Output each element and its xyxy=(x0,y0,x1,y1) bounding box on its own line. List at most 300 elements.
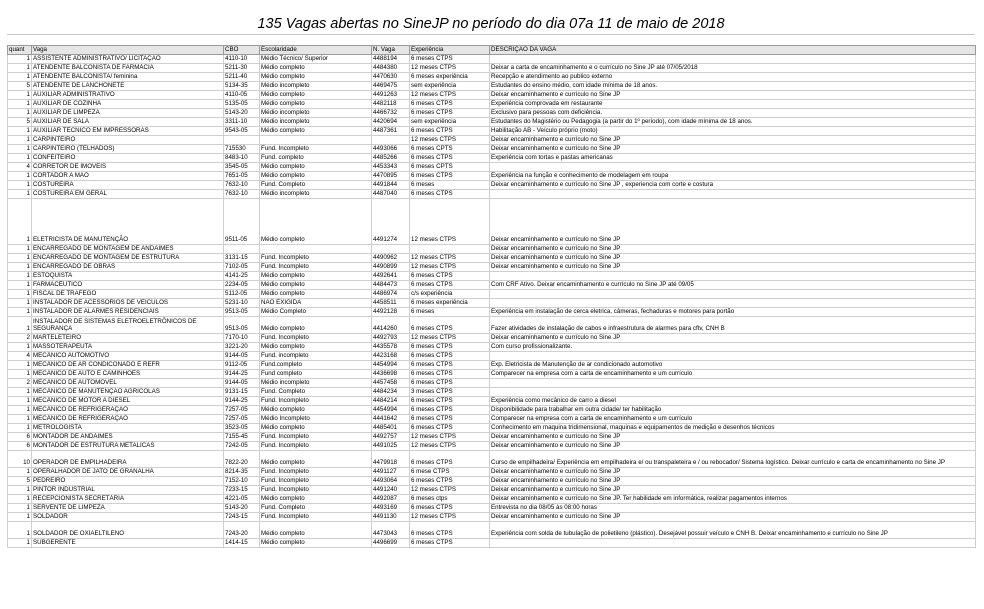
cell-experiencia: 3 meses CTPS xyxy=(410,388,490,397)
cell-cbo: 7155-45 xyxy=(224,433,260,442)
table-row xyxy=(8,424,976,433)
table-row xyxy=(8,199,976,245)
cell-quant: 1 xyxy=(8,308,32,317)
cell-vaga: AUXILIAR TÉCNICO EM IMPRESSORAS xyxy=(32,127,224,136)
cell-cbo: 5135-05 xyxy=(224,100,260,109)
cell-n-vaga: 4485266 xyxy=(372,154,410,163)
cell-vaga: PINTOR INDUSTRIAL xyxy=(32,486,224,495)
cell-cbo: 9144-25 xyxy=(224,370,260,379)
cell-experiencia: 6 meses CTPS xyxy=(410,379,490,388)
table-row xyxy=(8,109,976,118)
cell-n-vaga: 4469475 xyxy=(372,82,410,91)
cell-vaga: AUXILIAR DE SALA xyxy=(32,118,224,127)
cell-vaga: CARPINTEIRO (TELHADOS) xyxy=(32,145,224,154)
cell-n-vaga: 4435578 xyxy=(372,343,410,352)
cell-cbo: 5143-20 xyxy=(224,109,260,118)
table-row xyxy=(8,154,976,163)
cell-cbo: 8483-10 xyxy=(224,154,260,163)
cell-escolaridade: Médio Técnico/ Superior xyxy=(260,55,372,64)
cell-descricao: Comparecer na empresa com a carta de encaminhamento e um currículo xyxy=(490,370,976,379)
header-escolaridade: Escolaridade xyxy=(260,46,372,55)
cell-vaga: ATENDENTE BALCONISTA DE FARMÁCIA xyxy=(32,64,224,73)
cell-descricao xyxy=(490,190,976,199)
cell-quant: 1 xyxy=(8,272,32,281)
cell-n-vaga: 4491240 xyxy=(372,486,410,495)
table-row xyxy=(8,504,976,513)
table-body xyxy=(8,55,976,548)
cell-escolaridade: Fund. Incompleto xyxy=(260,254,372,263)
table-row xyxy=(8,406,976,415)
cell-descricao: Recepção e atendimento ao publico externo xyxy=(490,73,976,82)
cell-n-vaga: 4454994 xyxy=(372,361,410,370)
cell-n-vaga: 4487361 xyxy=(372,127,410,136)
cell-experiencia: 6 meses CTPS xyxy=(410,352,490,361)
cell-escolaridade: Médio incompleto xyxy=(260,379,372,388)
cell-vaga: PEDREIRO xyxy=(32,477,224,486)
cell-experiencia: 6 meses CTPS xyxy=(410,100,490,109)
cell-escolaridade: Fund. Incompleto xyxy=(260,397,372,406)
cell-quant: 1 xyxy=(8,468,32,477)
cell-experiencia: 12 meses CTPS xyxy=(410,136,490,145)
cell-descricao xyxy=(490,290,976,299)
cell-cbo xyxy=(224,136,260,145)
cell-cbo: 5211-40 xyxy=(224,73,260,82)
cell-escolaridade: Médio completo xyxy=(260,539,372,548)
cell-cbo: 4141-25 xyxy=(224,272,260,281)
cell-experiencia: 6 meses CTPS xyxy=(410,504,490,513)
cell-n-vaga: 4457458 xyxy=(372,379,410,388)
cell-vaga: ENCARREGADO DE OBRAS xyxy=(32,263,224,272)
cell-vaga: MONTADOR DE ANDAIMES xyxy=(32,433,224,442)
cell-experiencia: 6 meses CTPS xyxy=(410,154,490,163)
table-row xyxy=(8,370,976,379)
cell-quant: 1 xyxy=(8,100,32,109)
table-row xyxy=(8,334,976,343)
cell-experiencia: 6 meses CTPS xyxy=(410,361,490,370)
table-row xyxy=(8,272,976,281)
cell-experiencia: 12 meses CTPS xyxy=(410,442,490,451)
cell-descricao: Exclusivo para pessoas com deficiência. xyxy=(490,109,976,118)
cell-n-vaga: 4487040 xyxy=(372,190,410,199)
cell-quant: 1 xyxy=(8,522,32,539)
cell-cbo: 7243-15 xyxy=(224,513,260,522)
cell-experiencia: 6 meses CTPS xyxy=(410,272,490,281)
cell-experiencia: 12 meses CTPS xyxy=(410,334,490,343)
cell-quant: 5 xyxy=(8,477,32,486)
cell-experiencia: 6 meses CTPS xyxy=(410,172,490,181)
cell-escolaridade: Médio completo xyxy=(260,424,372,433)
cell-descricao: Estudantes do ensino médio, com idade mínima de 18 anos. xyxy=(490,82,976,91)
table-row xyxy=(8,290,976,299)
cell-n-vaga: 4453343 xyxy=(372,163,410,172)
cell-descricao: Estudantes do Magistério ou Pedagogia (a partir do 1º período), com idade mínima de 18 anos. xyxy=(490,118,976,127)
cell-experiencia: 6 meses experiência xyxy=(410,73,490,82)
table-row xyxy=(8,263,976,272)
cell-descricao: Deixar encaminhamento e currículo no Sine JP xyxy=(490,245,976,254)
cell-experiencia: sem experiência xyxy=(410,118,490,127)
cell-n-vaga: 4485401 xyxy=(372,424,410,433)
cell-escolaridade: Fund. Incompleto xyxy=(260,442,372,451)
cell-n-vaga: 4493064 xyxy=(372,477,410,486)
cell-experiencia: sem experiência xyxy=(410,82,490,91)
cell-vaga: FARMACÊUTICO xyxy=(32,281,224,290)
blank-row xyxy=(7,34,975,42)
cell-vaga: ENCARREGADO DE MONTAGEM DE ESTRUTURA xyxy=(32,254,224,263)
cell-n-vaga: 4484473 xyxy=(372,281,410,290)
cell-quant: 1 xyxy=(8,299,32,308)
cell-experiencia: 12 meses CTPS xyxy=(410,433,490,442)
cell-escolaridade: Fund. completo xyxy=(260,154,372,163)
cell-vaga: CORRETOR DE IMOVEIS xyxy=(32,163,224,172)
cell-n-vaga: 4491127 xyxy=(372,468,410,477)
cell-n-vaga: 4493169 xyxy=(372,504,410,513)
table-row xyxy=(8,82,976,91)
cell-quant: 1 xyxy=(8,388,32,397)
cell-experiencia: 6 meses CTPS xyxy=(410,317,490,334)
cell-n-vaga: 4492128 xyxy=(372,308,410,317)
cell-experiencia: 6 meses CTPS xyxy=(410,190,490,199)
table-row xyxy=(8,172,976,181)
cell-cbo: 7233-15 xyxy=(224,486,260,495)
cell-n-vaga: 4470630 xyxy=(372,73,410,82)
cell-quant: 1 xyxy=(8,109,32,118)
cell-descricao: Experiência na função e conhecimento de modelagem em roupa xyxy=(490,172,976,181)
cell-quant: 2 xyxy=(8,334,32,343)
table-row xyxy=(8,145,976,154)
cell-cbo: 4221-05 xyxy=(224,495,260,504)
cell-n-vaga: 4482118 xyxy=(372,100,410,109)
cell-descricao xyxy=(490,352,976,361)
cell-quant: 1 xyxy=(8,190,32,199)
cell-escolaridade: Médio completo xyxy=(260,163,372,172)
table-row xyxy=(8,397,976,406)
cell-n-vaga: 4414260 xyxy=(372,317,410,334)
cell-quant: 5 xyxy=(8,118,32,127)
cell-descricao: Deixar encaminhamento e currículo no Sine JP xyxy=(490,513,976,522)
cell-escolaridade: Médio completo xyxy=(260,127,372,136)
cell-cbo: 9543-05 xyxy=(224,127,260,136)
cell-cbo: 9131-15 xyxy=(224,388,260,397)
cell-quant: 1 xyxy=(8,145,32,154)
cell-descricao xyxy=(490,55,976,64)
cell-quant: 1 xyxy=(8,127,32,136)
cell-descricao: Experiência com tortas e pastas americanas xyxy=(490,154,976,163)
cell-cbo: 3545-05 xyxy=(224,163,260,172)
cell-escolaridade: Médio Incompleto xyxy=(260,415,372,424)
cell-cbo: 7632-10 xyxy=(224,181,260,190)
cell-n-vaga: 4486974 xyxy=(372,290,410,299)
cell-experiencia: 6 mese CTPS xyxy=(410,468,490,477)
table-row xyxy=(8,245,976,254)
cell-n-vaga: 4484234 xyxy=(372,388,410,397)
cell-quant: 1 xyxy=(8,370,32,379)
cell-descricao: Deixar encaminhamento e currículo no Sine JP , experiencia com corte e costura xyxy=(490,181,976,190)
cell-n-vaga: 4491025 xyxy=(372,442,410,451)
cell-experiencia: 6 meses CPTS xyxy=(410,145,490,154)
table-row xyxy=(8,495,976,504)
cell-cbo: 9144-25 xyxy=(224,397,260,406)
cell-experiencia: 12 meses CTPS xyxy=(410,199,490,245)
cell-vaga: AUXILIAR DE COZINHA xyxy=(32,100,224,109)
cell-n-vaga: 4454994 xyxy=(372,406,410,415)
cell-escolaridade: Médio completo xyxy=(260,91,372,100)
cell-n-vaga: 4491263 xyxy=(372,91,410,100)
table-row xyxy=(8,127,976,136)
cell-escolaridade: Fund. incompleto xyxy=(260,352,372,361)
table-row xyxy=(8,451,976,468)
cell-quant: 1 xyxy=(8,290,32,299)
cell-cbo: 7651-05 xyxy=(224,172,260,181)
cell-cbo: 9144-05 xyxy=(224,352,260,361)
cell-descricao: Exp. Eletricista de Manutenção de ar condicionado automotivo xyxy=(490,361,976,370)
cell-descricao: Deixar encaminhamento e currículo no Sine JP. Ter habilidade em informática, realizar pagamentos internos xyxy=(490,495,976,504)
cell-cbo: 7632-10 xyxy=(224,190,260,199)
cell-escolaridade: Médio completo xyxy=(260,343,372,352)
cell-descricao: Deixar encaminhamento e currículo no Sine JP xyxy=(490,442,976,451)
page-title: 135 Vagas abertas no SineJP no período do dia 07a 11 de maio de 2018 xyxy=(257,16,725,32)
cell-vaga: MASSOTERAPEUTA xyxy=(32,343,224,352)
cell-descricao: Deixar encaminhamento e currículo no Sine JP xyxy=(490,334,976,343)
cell-n-vaga xyxy=(372,136,410,145)
cell-cbo: 5211-30 xyxy=(224,64,260,73)
cell-descricao: Habilitação AB - Veículo próprio (moto) xyxy=(490,127,976,136)
cell-experiencia: 6 meses experiência xyxy=(410,299,490,308)
cell-experiencia: 6 meses CTPS xyxy=(410,415,490,424)
cell-cbo: 7152-10 xyxy=(224,477,260,486)
header-vaga: Vaga xyxy=(32,46,224,55)
cell-vaga: SUBGERENTE xyxy=(32,539,224,548)
cell-vaga: METROLOGISTA xyxy=(32,424,224,433)
table-row xyxy=(8,477,976,486)
cell-experiencia: 6 meses CTPS xyxy=(410,109,490,118)
cell-experiencia: 12 meses CTPS xyxy=(410,486,490,495)
cell-experiencia: 6 meses CTPS xyxy=(410,281,490,290)
cell-n-vaga: 4488194 xyxy=(372,55,410,64)
table-row xyxy=(8,73,976,82)
cell-descricao xyxy=(490,163,976,172)
cell-quant: 1 xyxy=(8,154,32,163)
table-row xyxy=(8,433,976,442)
cell-vaga: INSTALADOR DE SISTEMAS ELETROELETRÔNICOS DE SEGURANÇA xyxy=(32,317,224,334)
cell-n-vaga: 4420694 xyxy=(372,118,410,127)
table-row xyxy=(8,539,976,548)
cell-experiencia: 6 meses CTPS xyxy=(410,424,490,433)
cell-descricao: Deixar encaminhamento e currículo no Sine JP xyxy=(490,254,976,263)
cell-vaga: ATENDENTE DE LANCHONETE xyxy=(32,82,224,91)
cell-experiencia: 12 meses CTPS xyxy=(410,263,490,272)
cell-escolaridade: Médio completo xyxy=(260,100,372,109)
cell-descricao xyxy=(490,539,976,548)
cell-n-vaga: 4492087 xyxy=(372,495,410,504)
cell-quant: 1 xyxy=(8,343,32,352)
table-row xyxy=(8,254,976,263)
cell-descricao: Deixar encaminhamento e currículo no Sine JP xyxy=(490,433,976,442)
table-row xyxy=(8,361,976,370)
cell-escolaridade: Fund. Completo xyxy=(260,504,372,513)
cell-escolaridade: Fund. Incompleto xyxy=(260,486,372,495)
cell-cbo: 9513-05 xyxy=(224,317,260,334)
cell-n-vaga: 4470895 xyxy=(372,172,410,181)
cell-quant: 1 xyxy=(8,263,32,272)
cell-descricao xyxy=(490,272,976,281)
cell-experiencia: 12 meses CTPS xyxy=(410,91,490,100)
cell-quant: 1 xyxy=(8,254,32,263)
cell-descricao: Experiência em instalação de cerca eletrica, câmeras, fechaduras e motores para portão xyxy=(490,308,976,317)
cell-cbo: 1414-15 xyxy=(224,539,260,548)
cell-descricao: Deixar encaminhamento e currículo no Sine JP xyxy=(490,468,976,477)
cell-vaga: MECÂNICO DE AUTOMÓVEL xyxy=(32,379,224,388)
cell-n-vaga: 4473043 xyxy=(372,522,410,539)
cell-n-vaga: 4491130 xyxy=(372,513,410,522)
cell-n-vaga: 4490899 xyxy=(372,263,410,272)
cell-vaga: COSTUREIRA EM GERAL xyxy=(32,190,224,199)
cell-vaga: MECÂNICO DE AR CONDICONADO E REFR xyxy=(32,361,224,370)
cell-cbo: 3221-20 xyxy=(224,343,260,352)
cell-vaga: SERVENTE DE LIMPEZA xyxy=(32,504,224,513)
table-row xyxy=(8,468,976,477)
cell-escolaridade: Médio incompleto xyxy=(260,118,372,127)
cell-cbo: 7257-05 xyxy=(224,415,260,424)
header-row xyxy=(8,46,976,55)
table-row xyxy=(8,136,976,145)
cell-quant: 1 xyxy=(8,397,32,406)
cell-vaga: MECANICO DE AUTO E CAMINHÕES xyxy=(32,370,224,379)
cell-n-vaga: 4479918 xyxy=(372,451,410,468)
cell-experiencia: 6 meses CTPS xyxy=(410,127,490,136)
table-row xyxy=(8,522,976,539)
cell-vaga: CONFEITEIRO xyxy=(32,154,224,163)
cell-n-vaga: 4484380 xyxy=(372,64,410,73)
cell-descricao: Experiência como mecânico de carro a diesel xyxy=(490,397,976,406)
cell-vaga: INSTALADOR DE ALARMES RESIDENCIAIS xyxy=(32,308,224,317)
cell-n-vaga: 4491844 xyxy=(372,181,410,190)
cell-escolaridade: Médio incompleto xyxy=(260,82,372,91)
cell-cbo: 2234-05 xyxy=(224,281,260,290)
cell-escolaridade: Fund. Incompleto xyxy=(260,477,372,486)
cell-experiencia: 12 meses CTPS xyxy=(410,64,490,73)
cell-escolaridade: Médio completo xyxy=(260,495,372,504)
cell-vaga: ESTOQUISTA xyxy=(32,272,224,281)
cell-vaga: ENCARREGADO DE MONTAGEM DE ANDAIMES xyxy=(32,245,224,254)
cell-quant: 1 xyxy=(8,181,32,190)
cell-n-vaga: 4492641 xyxy=(372,272,410,281)
cell-descricao: Deixar encaminhamento e currículo no Sine JP xyxy=(490,263,976,272)
cell-escolaridade: Fund. Incompleto xyxy=(260,263,372,272)
cell-n-vaga: 4466732 xyxy=(372,109,410,118)
cell-vaga: AUXILIAR DE LIMPEZA xyxy=(32,109,224,118)
cell-n-vaga: 4492757 xyxy=(372,433,410,442)
cell-escolaridade: Médio completo xyxy=(260,199,372,245)
cell-descricao: Deixar encaminhamento e currículo no Sine JP xyxy=(490,145,976,154)
cell-escolaridade: Fund. Completo xyxy=(260,181,372,190)
cell-vaga: MECÂNICO DE MANUTENÇÃO AGRICOLAS xyxy=(32,388,224,397)
header-quant: quant xyxy=(8,46,32,55)
cell-cbo: 4110-10 xyxy=(224,55,260,64)
cell-escolaridade: Médio completo xyxy=(260,281,372,290)
cell-cbo: 715530 xyxy=(224,145,260,154)
cell-quant: 10 xyxy=(8,451,32,468)
cell-experiencia: 6 meses ctps xyxy=(410,495,490,504)
cell-quant: 1 xyxy=(8,73,32,82)
cell-n-vaga: 4496699 xyxy=(372,539,410,548)
header-descricao: DESCRIÇÃO DA VAGA xyxy=(490,46,976,55)
cell-cbo: 3523-05 xyxy=(224,424,260,433)
cell-quant: 1 xyxy=(8,136,32,145)
cell-n-vaga: 4492793 xyxy=(372,334,410,343)
cell-escolaridade: Médio completo xyxy=(260,73,372,82)
cell-quant: 1 xyxy=(8,91,32,100)
cell-escolaridade: Fund.completo xyxy=(260,361,372,370)
table-row xyxy=(8,163,976,172)
cell-vaga: OPERALHADOR DE JATO DE GRANALHA xyxy=(32,468,224,477)
cell-descricao: Experiência com solda de tubulação de polietileno (plástico). Desejável possuir veículo e CNH B. Deixar encaminhamento e currículo no Sine JP xyxy=(490,522,976,539)
cell-escolaridade: Fund. Incompleto xyxy=(260,334,372,343)
table-row xyxy=(8,100,976,109)
cell-vaga: ASSISTENTE ADMINISTRATIVO/ LICITAÇÃO xyxy=(32,55,224,64)
table-row xyxy=(8,352,976,361)
cell-cbo: 9513-05 xyxy=(224,308,260,317)
cell-vaga: MECÂNICO DE REFRIGERAÇÃO xyxy=(32,415,224,424)
cell-n-vaga: 4441642 xyxy=(372,415,410,424)
header-n-vaga: N. Vaga xyxy=(372,46,410,55)
cell-descricao: Deixar encaminhamento e currículo no Sine JP xyxy=(490,91,976,100)
header-cbo: CBO xyxy=(224,46,260,55)
cell-cbo: 3311-10 xyxy=(224,118,260,127)
cell-experiencia: 6 meses CTPS xyxy=(410,477,490,486)
cell-vaga: RECEPCIONISTA SECRETÁRIA xyxy=(32,495,224,504)
cell-experiencia: 12 meses CTPS xyxy=(410,513,490,522)
cell-escolaridade: Fund. Incompleto xyxy=(260,433,372,442)
cell-n-vaga: 4491274 xyxy=(372,199,410,245)
cell-n-vaga xyxy=(372,245,410,254)
cell-quant: 1 xyxy=(8,55,32,64)
cell-descricao xyxy=(490,379,976,388)
cell-quant: 6 xyxy=(8,442,32,451)
cell-experiencia: 6 meses CTPS xyxy=(410,397,490,406)
cell-descricao: Disponibilidade para trabalhar em outra cidade/ ter habilitação xyxy=(490,406,976,415)
cell-vaga: COSTUREIRA xyxy=(32,181,224,190)
cell-quant: 1 xyxy=(8,539,32,548)
table-row xyxy=(8,55,976,64)
cell-cbo: 7242-05 xyxy=(224,442,260,451)
cell-experiencia: 6 meses CTPS xyxy=(410,539,490,548)
cell-quant: 1 xyxy=(8,245,32,254)
cell-quant: 2 xyxy=(8,379,32,388)
table-row xyxy=(8,190,976,199)
cell-cbo: 7170-10 xyxy=(224,334,260,343)
table-row xyxy=(8,343,976,352)
cell-cbo: 8214-35 xyxy=(224,468,260,477)
cell-experiencia: 6 meses CTPS xyxy=(410,522,490,539)
cell-vaga: OPERADOR DE EMPILHADEIRA xyxy=(32,451,224,468)
cell-n-vaga: 4484214 xyxy=(372,397,410,406)
cell-escolaridade: Fund. Incompleto xyxy=(260,468,372,477)
cell-experiencia: 6 meses CPTS xyxy=(410,163,490,172)
table-row xyxy=(8,513,976,522)
cell-n-vaga: 4423168 xyxy=(372,352,410,361)
cell-descricao xyxy=(490,299,976,308)
cell-experiencia: 6 meses xyxy=(410,181,490,190)
cell-vaga: MECÂNICO DE REFRIGERAÇÃO xyxy=(32,406,224,415)
cell-cbo: 5112-05 xyxy=(224,290,260,299)
cell-escolaridade: Médio incompleto xyxy=(260,190,372,199)
cell-escolaridade: Médio incompleto xyxy=(260,109,372,118)
cell-experiencia: 6 meses CTPS xyxy=(410,451,490,468)
cell-descricao: Curso de empilhadeira/ Experiência em empilhadeira e/ ou transpaleteira e / ou rebocador/ Sistema logístico. Deixar currículo e carta de encaminhamento no Sine JP xyxy=(490,451,976,468)
cell-escolaridade: NÃO EXIGIDA xyxy=(260,299,372,308)
cell-cbo: 4110-05 xyxy=(224,91,260,100)
cell-escolaridade: Médio completo xyxy=(260,522,372,539)
